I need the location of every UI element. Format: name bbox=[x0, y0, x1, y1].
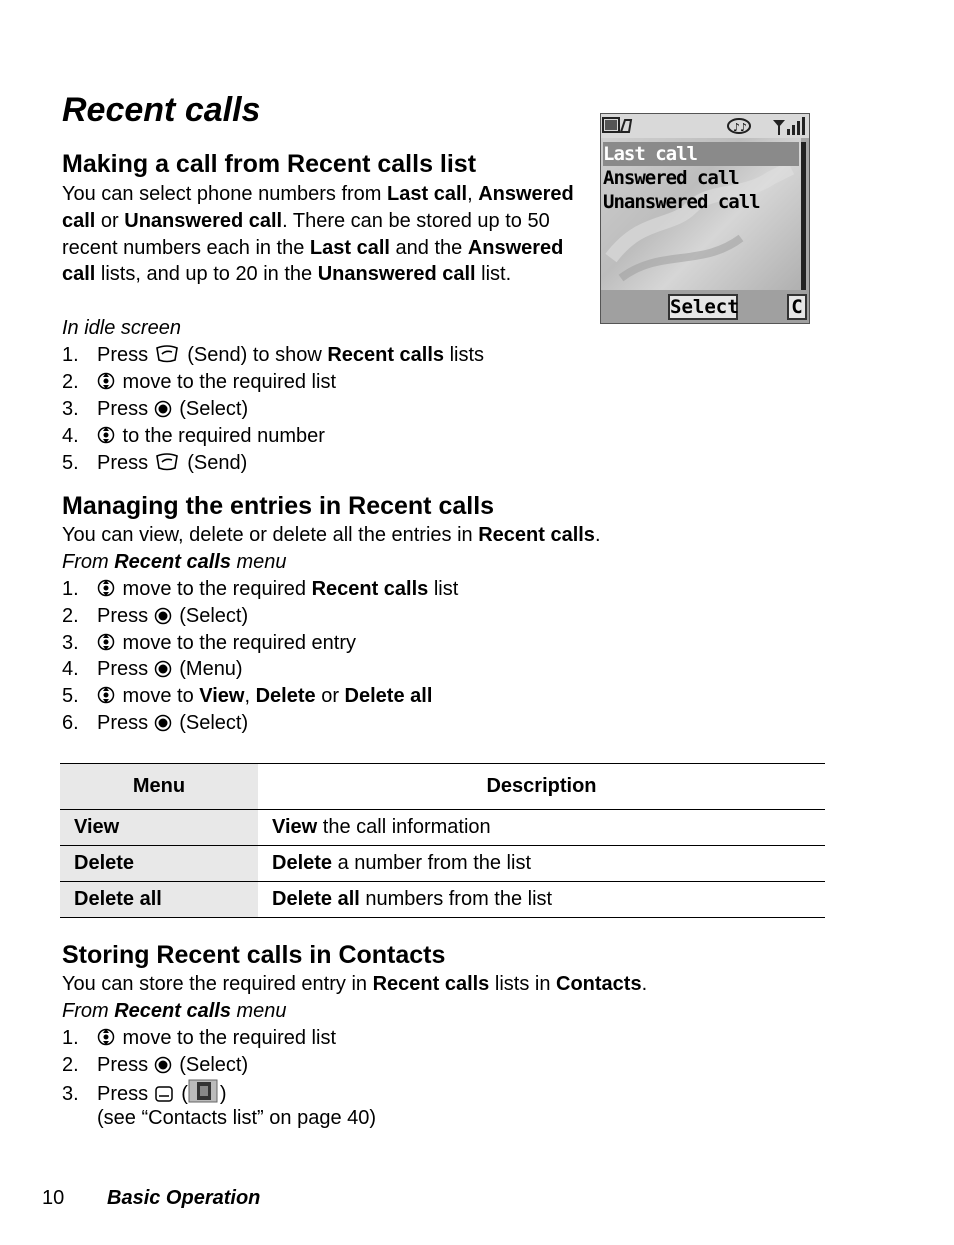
section3-see-also: (see “Contacts list” on page 40) bbox=[97, 1107, 377, 1129]
text-run: list. bbox=[475, 263, 512, 286]
section3-context bbox=[62, 998, 287, 1025]
bold-term: Delete bbox=[255, 685, 316, 708]
list-item bbox=[62, 1052, 248, 1078]
text-run: lists, and up to 20 in the bbox=[95, 263, 318, 286]
bold-term: Recent calls bbox=[311, 578, 429, 600]
phone-menu-item[interactable]: Answered call bbox=[603, 167, 739, 189]
section2-paragraph bbox=[62, 522, 822, 549]
text-run: , bbox=[467, 183, 479, 205]
center-key-icon bbox=[154, 714, 172, 732]
navigation-key-icon bbox=[97, 685, 115, 705]
bold-term: Last call bbox=[309, 236, 390, 259]
text-run: ) bbox=[219, 1083, 227, 1105]
text-run: Press bbox=[97, 604, 154, 627]
bold-term: Delete all bbox=[344, 685, 433, 708]
list-item bbox=[62, 396, 248, 422]
table-cell-description bbox=[258, 846, 825, 882]
step-number: 5. bbox=[62, 685, 79, 708]
text-run: Press bbox=[97, 344, 154, 366]
text-run: list bbox=[428, 578, 459, 600]
list-item bbox=[62, 683, 432, 709]
menu-description-table bbox=[60, 763, 825, 918]
bold-term: Answered call bbox=[62, 236, 564, 286]
text-run: (Select) bbox=[173, 604, 249, 627]
text-run: From bbox=[62, 551, 115, 573]
text-run: a number from the list bbox=[332, 852, 531, 874]
center-key-icon bbox=[154, 607, 172, 625]
navigation-key-icon bbox=[97, 632, 115, 652]
step-number: 3. bbox=[62, 631, 79, 654]
list-item bbox=[62, 656, 243, 682]
bold-term: Recent calls bbox=[372, 973, 490, 995]
phone-menu-item[interactable]: Last call bbox=[603, 142, 799, 166]
text-run: move to the required list bbox=[117, 370, 336, 393]
text-run: Press bbox=[97, 1054, 154, 1076]
text-run: Press bbox=[97, 658, 154, 681]
text-run: Press bbox=[97, 712, 154, 734]
text-run: or bbox=[95, 209, 125, 232]
text-run: , bbox=[244, 685, 256, 708]
send-key-icon bbox=[154, 452, 180, 472]
bold-term: Recent calls bbox=[114, 551, 231, 573]
status-icons bbox=[601, 114, 809, 138]
step-number: 4. bbox=[62, 424, 79, 447]
table-cell-menu: Delete all bbox=[60, 882, 258, 918]
section-heading-storing-contacts: Storing Recent calls in Contacts bbox=[62, 941, 446, 969]
step-number: 1. bbox=[62, 344, 79, 366]
bold-term: Recent calls bbox=[327, 344, 445, 366]
bold-term: Unanswered call bbox=[124, 209, 283, 232]
text-run: lists in bbox=[489, 973, 556, 995]
center-key-icon bbox=[154, 660, 172, 678]
section1-paragraph bbox=[62, 181, 577, 288]
bold-term: Contacts bbox=[556, 973, 642, 995]
text-run: move to the required list bbox=[117, 1027, 336, 1049]
step-number: 5. bbox=[62, 451, 79, 474]
step-number: 2. bbox=[62, 1054, 79, 1076]
footer-section-title: Basic Operation bbox=[107, 1187, 261, 1209]
list-item bbox=[62, 1079, 227, 1107]
phone-scrollbar bbox=[801, 142, 806, 290]
section3-paragraph bbox=[62, 971, 822, 998]
table-header-description: Description bbox=[486, 775, 597, 797]
table-header-menu: Menu bbox=[60, 764, 258, 810]
list-item bbox=[62, 342, 484, 368]
table-row bbox=[60, 846, 825, 882]
text-run: menu bbox=[230, 551, 287, 573]
page-number: 10 bbox=[42, 1187, 65, 1209]
navigation-key-icon bbox=[97, 425, 115, 445]
text-run: the call information bbox=[317, 816, 491, 838]
step-number: 1. bbox=[62, 578, 79, 600]
text-run: (Select) bbox=[173, 397, 249, 420]
text-run: Press bbox=[97, 1083, 154, 1105]
text-run: Press bbox=[97, 451, 154, 474]
phone-select-softkey[interactable]: Select bbox=[670, 296, 739, 318]
navigation-key-icon bbox=[97, 1027, 115, 1047]
text-run: to the required number bbox=[117, 424, 325, 447]
phone-clear-key[interactable]: C bbox=[787, 294, 807, 320]
text-run: lists bbox=[444, 344, 485, 366]
step-number: 2. bbox=[62, 370, 79, 393]
text-run: move to bbox=[117, 685, 200, 708]
list-item bbox=[62, 576, 458, 602]
text-run: menu bbox=[230, 1000, 287, 1022]
list-item bbox=[62, 630, 356, 656]
step-number: 6. bbox=[62, 712, 79, 734]
section2-context bbox=[62, 549, 287, 576]
text-run: move to the required entry bbox=[117, 631, 357, 654]
list-item bbox=[62, 1025, 336, 1051]
step-number: 3. bbox=[62, 1083, 79, 1105]
phone-screenshot bbox=[600, 113, 810, 324]
text-run: (Menu) bbox=[173, 658, 243, 681]
text-run: and the bbox=[389, 236, 468, 259]
section-heading-managing-entries: Managing the entries in Recent calls bbox=[62, 492, 495, 520]
center-key-icon bbox=[154, 1056, 172, 1074]
text-run: move to the required bbox=[117, 578, 312, 600]
text-run: Press bbox=[97, 397, 154, 420]
list-item bbox=[62, 423, 325, 449]
right-softkey-icon bbox=[154, 1085, 174, 1103]
text-run: You can view, delete or delete all the entries in bbox=[62, 524, 479, 546]
bold-term: Answered call bbox=[62, 183, 574, 232]
text-run: ( bbox=[175, 1083, 188, 1105]
phone-status-bar bbox=[601, 114, 809, 138]
table-cell-description bbox=[258, 810, 825, 846]
section1-context: In idle screen bbox=[62, 317, 181, 339]
list-item bbox=[62, 369, 336, 395]
bold-term: Delete all bbox=[272, 888, 360, 910]
text-run: or bbox=[315, 685, 345, 708]
bold-term: Delete bbox=[272, 852, 333, 874]
table-header-row bbox=[60, 764, 825, 810]
table-cell-description bbox=[258, 882, 825, 918]
list-item bbox=[62, 450, 247, 476]
text-run: . There can be stored up to 50 recent numbers each in the bbox=[62, 209, 550, 259]
bold-term: View bbox=[272, 816, 318, 838]
text-run: You can select phone numbers from bbox=[62, 183, 388, 205]
text-run: . bbox=[594, 524, 601, 546]
text-run: (Select) bbox=[173, 712, 249, 734]
send-key-icon bbox=[154, 344, 180, 364]
center-key-icon bbox=[154, 400, 172, 418]
step-number: 4. bbox=[62, 658, 79, 681]
text-run: From bbox=[62, 1000, 115, 1022]
text-run: . bbox=[641, 973, 648, 995]
list-item bbox=[62, 603, 248, 629]
navigation-key-icon bbox=[97, 578, 115, 598]
text-run: (Send) bbox=[181, 451, 248, 474]
bold-term: Last call bbox=[387, 183, 468, 205]
text-run: numbers from the list bbox=[359, 888, 553, 910]
list-item bbox=[62, 710, 248, 736]
table-cell-menu: Delete bbox=[60, 846, 258, 882]
page-title: Recent calls bbox=[62, 91, 261, 129]
svg-text:♪♪: ♪♪ bbox=[733, 121, 748, 134]
bold-term: View bbox=[199, 685, 245, 708]
navigation-key-icon bbox=[97, 371, 115, 391]
text-run: (Select) bbox=[173, 1054, 249, 1076]
table-row bbox=[60, 882, 825, 918]
step-number: 2. bbox=[62, 604, 79, 627]
bold-term: Unanswered call bbox=[317, 263, 476, 286]
table-cell-menu: View bbox=[60, 810, 258, 846]
text-run: You can store the required entry in bbox=[62, 973, 373, 995]
contacts-icon bbox=[188, 1079, 218, 1103]
step-number: 1. bbox=[62, 1027, 79, 1049]
table-row bbox=[60, 810, 825, 846]
phone-menu-item[interactable]: Unanswered call bbox=[603, 191, 760, 213]
step-number: 3. bbox=[62, 397, 79, 420]
bold-term: Recent calls bbox=[114, 1000, 231, 1022]
section-heading-making-call: Making a call from Recent calls list bbox=[62, 150, 477, 178]
bold-term: Recent calls bbox=[478, 524, 595, 546]
text-run: (Send) to show bbox=[181, 344, 328, 366]
